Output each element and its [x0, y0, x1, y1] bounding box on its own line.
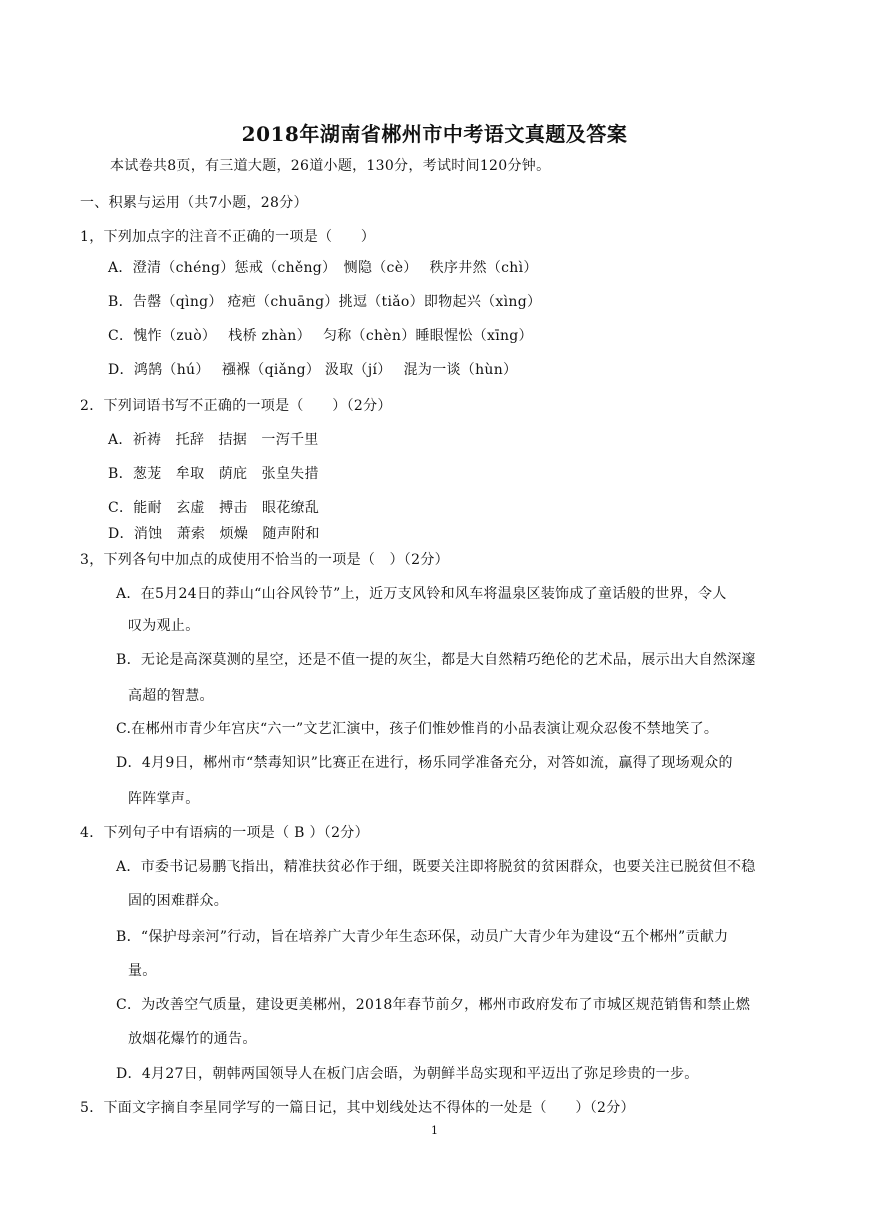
question-3-line: A．在5月24日的莽山“山谷风铃节”上，近万支风铃和风车将温泉区装饰成了童话般的世界，令人 [116, 586, 727, 602]
question-3-line: 阵阵掌声。 [128, 791, 200, 807]
question-5-stem: 5．下面文字摘自李星同学写的一篇日记，其中划线处达不得体的一处是（ ）（2分） [80, 1100, 635, 1116]
question-2-option-b: B．葱茏 牟取 荫庇 张皇失措 [108, 466, 319, 482]
page-number: 1 [431, 1124, 438, 1137]
question-4-line: 放烟花爆竹的通告。 [128, 1031, 257, 1047]
question-3-line: 叹为观止。 [128, 618, 200, 634]
question-2-stem: 2．下列词语书写不正确的一项是（ ）（2分） [80, 398, 392, 414]
question-3-stem: 3，下列各句中加点的成使用不恰当的一项是（ ）（2分） [80, 552, 449, 568]
question-4-line: D．4月27日，朝韩两国领导人在板门店会晤，为朝鲜半岛实现和平迈出了弥足珍贵的一步。 [116, 1066, 699, 1082]
question-4-line: A．市委书记易鹏飞指出，精准扶贫必作于细，既要关注即将脱贫的贫困群众，也要关注已脱贫但不稳 [116, 859, 756, 875]
question-4-line: B．“保护母亲河”行动，旨在培养广大青少年生态环保，动员广大青少年为建设“五个郴州”贡献力 [116, 929, 729, 945]
question-1-option-c: C．愧怍（zuò） 栈桥 zhàn） 匀称（chèn）睡眼惺忪（xīng） [108, 328, 533, 344]
question-1-option-d: D．鸿鹄（hú） 襁褓（qiǎng） 汲取（jí） 混为一谈（hùn） [108, 362, 518, 378]
question-2-option-a: A．祈祷 托辞 拮据 一泻千里 [108, 432, 319, 448]
question-4-stem: 4．下列句子中有语病的一项是（ B ）（2分） [80, 825, 369, 841]
document-title: 2018年湖南省郴州市中考语文真题及答案 [241, 122, 628, 146]
question-3-line: C.在郴州市青少年宫庆“六一”文艺汇演中，孩子们惟妙惟肖的小品表演让观众忍俊不禁地笑了。 [116, 721, 719, 737]
question-1-stem: 1，下列加点字的注音不正确的一项是（ ） [80, 229, 376, 245]
question-3-line: 高超的智慧。 [128, 688, 214, 704]
question-4-line: 固的困难群众。 [128, 893, 229, 909]
exam-intro: 本试卷共8页，有三道大题，26道小题，130分，考试时间120分钟。 [110, 158, 551, 174]
question-4-line: C．为改善空气质量，建设更美郴州，2018年春节前夕，郴州市政府发布了市城区规范销售和禁止燃 [116, 997, 751, 1013]
question-2-option-c: C．能耐 玄虚 搏击 眼花缭乱 [108, 500, 320, 516]
question-2-option-d: D．消蚀 萧索 烦燥 随声附和 [108, 526, 320, 542]
question-1-option-b: B．告罄（qìng） 疮疤（chuāng）挑逗（tiǎo）即物起兴（xìng） [108, 294, 542, 310]
question-1-option-a: A．澄清（chéng）惩戒（chěng） 恻隐（cè） 秩序井然（chì） [108, 260, 538, 276]
question-4-line: 量。 [128, 963, 157, 979]
question-3-line: D．4月9日，郴州市“禁毒知识”比赛正在进行，杨乐同学准备充分，对答如流，赢得了现场观众的 [116, 755, 733, 771]
section-heading: 一、积累与运用（共7小题，28分） [80, 195, 308, 211]
question-3-line: B．无论是高深莫测的星空，还是不值一提的灰尘，都是大自然精巧绝伦的艺术品，展示出大自然深邃 [116, 652, 756, 668]
